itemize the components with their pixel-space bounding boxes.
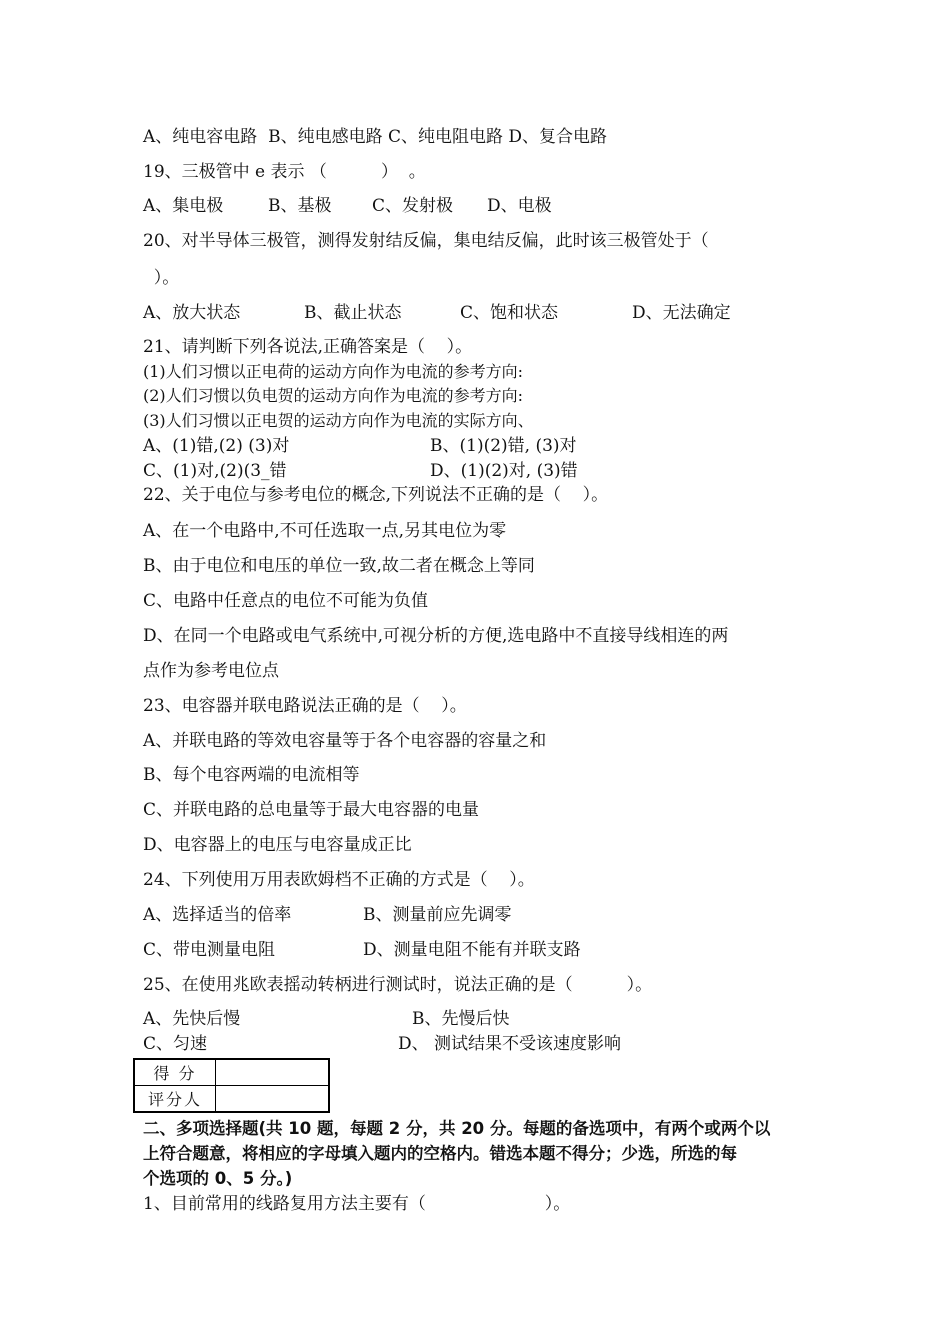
q24-option-c: C、带电测量电阻 [143,940,276,960]
q24-option-a: A、选择适当的倍率 [143,905,292,925]
section2-heading-line2: 上符合题意，将相应的字母填入题内的空格内。错选本题不得分；少选，所选的每 [143,1144,737,1163]
grader-value-cell[interactable] [216,1086,330,1113]
q22-option-c: C、电路中任意点的电位不可能为负值 [143,591,429,611]
q19-question: 19、三极管中 e 表示 （ ） 。 [143,162,426,182]
section2-heading-line1: 二、多项选择题(共 10 题，每题 2 分，共 20 分。每题的备选项中，有两个或两个以 [143,1119,771,1138]
q23-option-b: B、每个电容两端的电流相等 [143,765,360,785]
q25-option-a: A、先快后慢 [143,1009,241,1029]
q23-option-c: C、并联电路的总电量等于最大电容器的电量 [143,800,480,820]
multi-q1-question: 1、目前常用的线路复用方法主要有（ ）。 [143,1194,571,1214]
q24-option-b: B、测量前应先调零 [363,905,512,925]
q20-option-c: C、饱和状态 [460,303,559,323]
q25-option-d: D、 测试结果不受该速度影响 [398,1034,622,1054]
q22-option-a: A、在一个电路中,不可任选取一点,另其电位为零 [143,521,507,541]
q22-option-b: B、由于电位和电压的单位一致,故二者在概念上等同 [143,556,535,576]
q21-option-d: D、(1)(2)对, (3)错 [430,461,578,481]
q23-option-a: A、并联电路的等效电容量等于各个电容器的容量之和 [143,731,547,751]
q22-option-d-line2: 点作为参考电位点 [143,661,279,681]
q24-question: 24、下列使用万用表欧姆档不正确的方式是（ ）。 [143,870,535,890]
score-value-cell[interactable] [216,1059,330,1086]
q21-statement-3: (3)人们习惯以正电贺的运动方向作为电流的实际方向、 [143,411,534,430]
q21-statement-1: (1)人们习惯以正电荷的运动方向作为电流的参考方向: [143,362,524,381]
q20-question-line1: 20、对半导体三极管，测得发射结反偏，集电结反偏，此时该三极管处于（ [143,231,709,251]
q21-option-b: B、(1)(2)错, (3)对 [430,436,577,456]
q22-option-d-line1: D、在同一个电路或电气系统中,可视分析的方便,选电路中不直接导线相连的两 [143,626,729,646]
q24-option-d: D、测量电阻不能有并联支路 [363,940,581,960]
q21-option-a: A、(1)错,(2) (3)对 [143,436,290,456]
grader-label: 评分人 [134,1086,216,1113]
q20-option-a: A、放大状态 [143,303,241,323]
q20-option-b: B、截止状态 [304,303,402,323]
q19-option-d: D、电极 [487,196,552,216]
q23-option-d: D、电容器上的电压与电容量成正比 [143,835,412,855]
q19-option-a: A、集电极 [143,196,224,216]
q21-option-c: C、(1)对,(2)(3_错 [143,461,287,481]
q23-question: 23、电容器并联电路说法正确的是（ ）。 [143,696,467,716]
q20-question-line2: ）。 [143,268,180,288]
q25-option-c: C、匀速 [143,1034,208,1054]
q18-options: A、纯电容电路 B、纯电感电路 C、纯电阻电路 D、复合电路 [143,127,608,147]
section2-heading-line3: 个选项的 0、5 分。) [143,1169,293,1188]
score-table [133,1058,330,1113]
q21-statement-2: (2)人们习惯以负电贺的运动方向作为电流的参考方向: [143,386,524,405]
q20-option-d: D、无法确定 [632,303,731,323]
q22-question: 22、关于电位与参考电位的概念,下列说法不正确的是（ ）。 [143,485,609,505]
q19-option-b: B、基极 [268,196,332,216]
score-label: 得 分 [134,1059,216,1086]
q21-question: 21、请判断下列各说法,正确答案是（ ）。 [143,337,473,357]
q25-question: 25、在使用兆欧表摇动转柄进行测试时，说法正确的是（ ）。 [143,975,653,995]
q19-option-c: C、发射极 [372,196,454,216]
q25-option-b: B、先慢后快 [412,1009,510,1029]
